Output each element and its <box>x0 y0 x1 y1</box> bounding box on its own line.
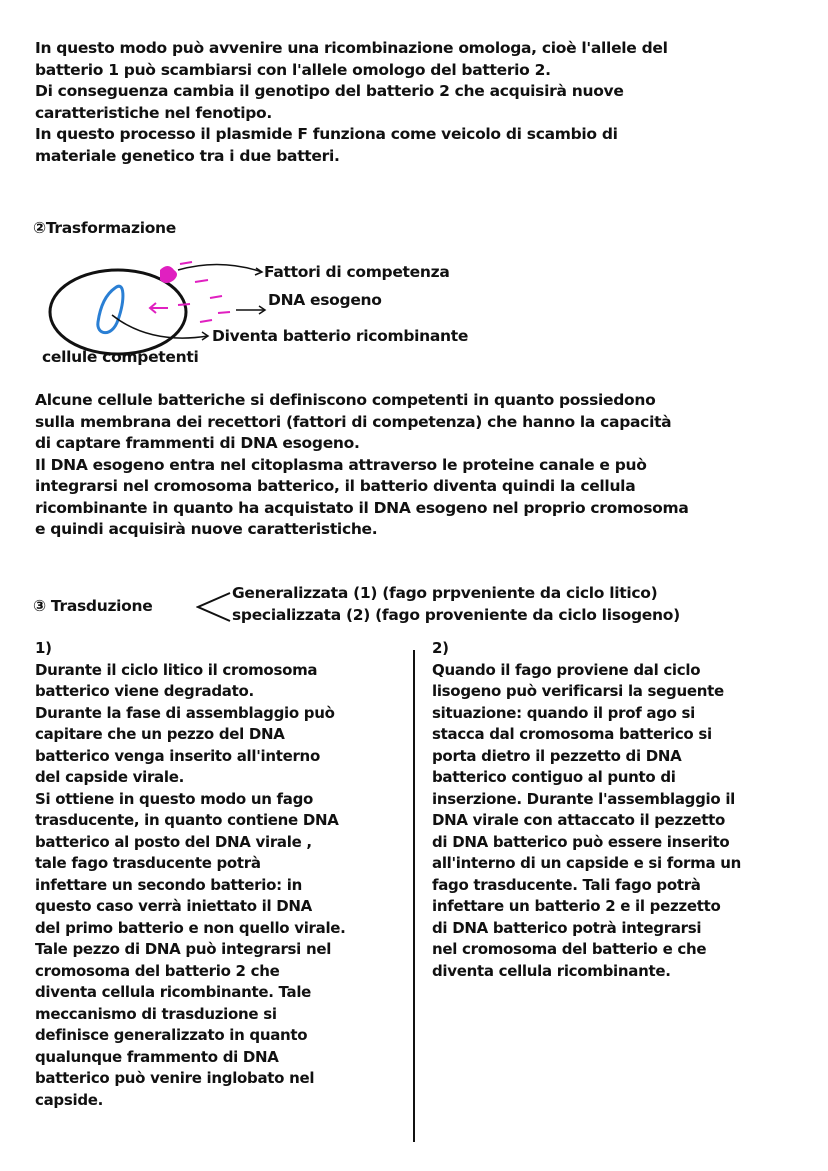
text-line: situazione: quando il prof ago si <box>432 703 696 722</box>
text-line: porta dietro il pezzetto di DNA <box>432 746 682 765</box>
competence-factor <box>160 266 177 283</box>
text-line: inserzione. Durante l'assemblaggio il <box>432 789 736 808</box>
text-line: cromosoma del batterio 2 che <box>35 961 280 980</box>
text-line: qualunque frammento di DNA <box>35 1047 279 1066</box>
text-line: In questo modo può avvenire una ricombinazione omologa, cioè l'allele del <box>35 39 668 57</box>
text-line: diventa cellula ricombinante. Tale <box>35 983 312 1001</box>
text-line: Alcune cellule batteriche si definiscono competenti in quanto possiedono <box>35 391 656 409</box>
text-line: tale fago trasducente potrà <box>35 854 261 872</box>
intro-paragraph <box>35 38 668 167</box>
text-line: capitare che un pezzo del DNA <box>35 725 285 743</box>
text-line: nel cromosoma del batterio e che <box>432 940 707 958</box>
text-line: fago trasducente. Tali fago potrà <box>432 875 701 894</box>
text-line: sulla membrana dei recettori (fattori di competenza) che hanno la capacità <box>35 412 672 431</box>
text-line: stacca dal cromosoma batterico si <box>432 725 712 743</box>
text-line: diventa cellula ricombinante. <box>432 961 671 980</box>
text-line: batterico viene degradato. <box>35 682 254 700</box>
section-title-trasformazione: ②Trasformazione <box>33 219 176 237</box>
text-line: Durante il ciclo litico il cromosoma <box>35 660 318 679</box>
section-title-trasduzione: ③ Trasduzione <box>33 597 153 615</box>
text-line: capside. <box>35 1090 104 1109</box>
text-line: Quando il fago proviene dal ciclo <box>432 660 701 679</box>
branch-specializzata: specializzata (2) (fago proveniente da ciclo lisogeno) <box>232 606 680 624</box>
text-line: batterico venga inserito all'interno <box>35 746 320 765</box>
text-line: 1) <box>35 639 52 657</box>
branch-bracket <box>196 590 232 624</box>
column-specializzata <box>432 638 741 982</box>
text-line: batterico può venire inglobato nel <box>35 1069 315 1087</box>
text-line: batterico contiguo al punto di <box>432 768 676 786</box>
text-line: ricombinante in quanto ha acquistato il DNA esogeno nel proprio cromosoma <box>35 498 689 517</box>
text-line: Di conseguenza cambia il genotipo del batterio 2 che acquisirà nuove <box>35 82 624 100</box>
text-line: materiale genetico tra i due batteri. <box>35 146 340 165</box>
text-line: batterico al posto del DNA virale , <box>35 832 312 851</box>
column-divider <box>413 650 415 1142</box>
text-line: di captare frammenti di DNA esogeno. <box>35 434 360 452</box>
text-line: meccanismo di trasduzione si <box>35 1004 277 1023</box>
transformation-paragraph <box>35 390 689 541</box>
text-line: Tale pezzo di DNA può integrarsi nel <box>35 940 332 958</box>
text-line: 2) <box>432 639 449 657</box>
text-line: In questo processo il plasmide F funziona come veicolo di scambio di <box>35 125 618 143</box>
text-line: infettare un secondo batterio: in <box>35 875 302 894</box>
text-line: definisce generalizzato in quanto <box>35 1026 308 1044</box>
label-dna-esogeno: DNA esogeno <box>268 291 382 309</box>
text-line: batterio 1 può scambiarsi con l'allele omologo del batterio 2. <box>35 60 551 79</box>
text-line: questo caso verrà iniettato il DNA <box>35 897 312 915</box>
text-line: di DNA batterico potrà integrarsi <box>432 918 702 937</box>
text-line: integrarsi nel cromosoma batterico, il batterio diventa quindi la cellula <box>35 477 636 495</box>
column-generalizzata <box>35 638 346 1111</box>
text-line: lisogeno può verificarsi la seguente <box>432 682 724 700</box>
chromosome <box>98 286 123 332</box>
text-line: e quindi acquisirà nuove caratteristiche. <box>35 520 378 538</box>
text-line: Durante la fase di assemblaggio può <box>35 703 335 722</box>
text-line: Il DNA esogeno entra nel citoplasma attraverso le proteine canale e può <box>35 455 647 474</box>
text-line: di DNA batterico può essere inserito <box>432 832 730 851</box>
text-line: del capside virale. <box>35 768 184 786</box>
text-line: DNA virale con attaccato il pezzetto <box>432 811 725 829</box>
text-line: infettare un batterio 2 e il pezzetto <box>432 897 721 915</box>
label-fattori: Fattori di competenza <box>264 263 450 281</box>
text-line: caratteristiche nel fenotipo. <box>35 103 272 122</box>
label-ricombinante: Diventa batterio ricombinante <box>212 327 469 345</box>
text-line: Si ottiene in questo modo un fago <box>35 789 314 808</box>
arrow-factors <box>178 264 262 272</box>
text-line: all'interno di un capside e si forma un <box>432 854 741 872</box>
arrow-recomb <box>112 315 208 338</box>
branch-generalizzata: Generalizzata (1) (fago prpveniente da ciclo litico) <box>232 584 658 602</box>
text-line: del primo batterio e non quello virale. <box>35 918 346 937</box>
text-line: trasducente, in quanto contiene DNA <box>35 811 339 829</box>
label-cellule: cellule competenti <box>42 348 199 366</box>
